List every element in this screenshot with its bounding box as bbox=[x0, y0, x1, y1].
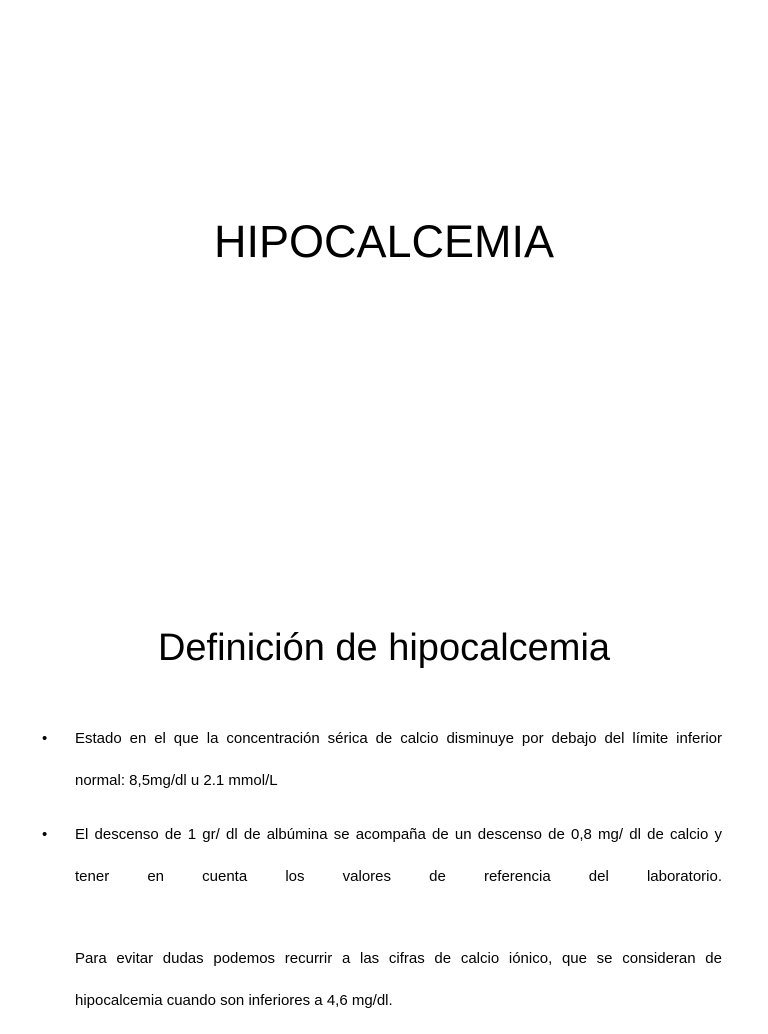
bullet-icon: • bbox=[42, 730, 48, 747]
bullet-list bbox=[42, 718, 722, 1034]
list-item bbox=[42, 814, 722, 1022]
bullet-text: Estado en el que la concentración sérica de calcio disminuye por debajo del límite inferior normal: 8,5mg/dl u 2.1 mmol/L bbox=[75, 730, 722, 789]
section-heading: Definición de hipocalcemia bbox=[157, 627, 611, 669]
bullet-text: El descenso de 1 gr/ dl de albúmina se acompaña de un descenso de 0,8 mg/ dl de calcio y tener en cuenta los valores de referencia del laboratorio. bbox=[75, 826, 722, 885]
bullet-icon: • bbox=[42, 826, 48, 843]
bullet-text: Para evitar dudas podemos recurrir a las cifras de calcio iónico, que se consideran de hipocalcemia cuando son inferiores a 4,6 mg/dl. bbox=[75, 950, 722, 1009]
paragraph-gap bbox=[75, 898, 722, 938]
list-item bbox=[42, 718, 722, 802]
slide-title: HIPOCALCEMIA bbox=[213, 216, 555, 267]
